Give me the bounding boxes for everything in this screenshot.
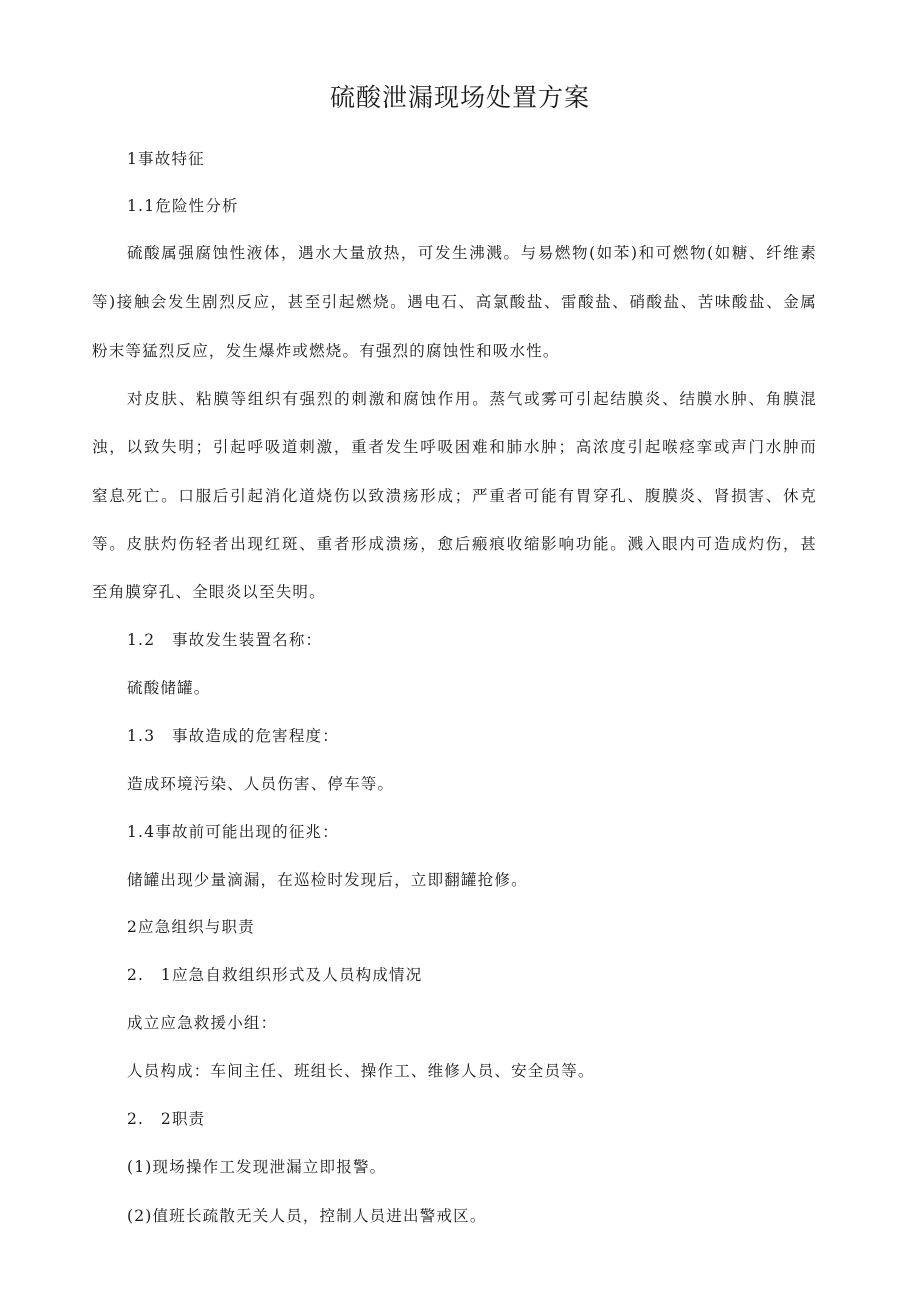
list-item: (1)现场操作工发现泄漏立即报警。 (127, 1158, 387, 1176)
paragraph-line: 造成环境污染、人员伤害、停车等。 (127, 775, 395, 793)
heading-hazard-degree: 1.3 事故造成的危害程度： (127, 727, 339, 745)
paragraph-line: 硫酸属强腐蚀性液体，遇水大量放热，可发生沸溅。与易燃物(如苯)和可燃物(如糖、纤维素 (127, 244, 817, 262)
paragraph-line: 至角膜穿孔、全眼炎以至失明。 (92, 583, 326, 601)
paragraph-line: 浊，以致失明；引起呼吸道刺激，重者发生呼吸困难和肺水肿；高浓度引起喉痉挛或声门水肿而 (92, 438, 817, 456)
paragraph-line: 等。皮肤灼伤轻者出现红斑、重者形成溃疡，愈后瘢痕收缩影响功能。溅入眼内可造成灼伤，甚 (92, 535, 817, 553)
heading-warning-signs: 1.4事故前可能出现的征兆： (127, 823, 339, 841)
heading-accident-features: 1事故特征 (127, 150, 205, 168)
heading-device-name: 1.2 事故发生装置名称： (127, 631, 323, 649)
paragraph-line: 成立应急救援小组： (127, 1014, 278, 1032)
paragraph-line: 窒息死亡。口服后引起消化道烧伤以致溃疡形成；严重者可能有胃穿孔、腹膜炎、肾损害、休克 (92, 487, 817, 505)
document-title: 硫酸泄漏现场处置方案 (329, 83, 590, 112)
paragraph-line: 对皮肤、粘膜等组织有强烈的刺激和腐蚀作用。蒸气或雾可引起结膜炎、结膜水肿、角膜混 (127, 390, 817, 408)
heading-hazard-analysis: 1.1危险性分析 (127, 197, 239, 215)
paragraph-line: 人员构成：车间主任、班组长、操作工、维修人员、安全员等。 (127, 1062, 595, 1080)
heading-duties: 2. 2职责 (127, 1110, 206, 1128)
paragraph-line: 等)接触会发生剧烈反应，甚至引起燃烧。遇电石、高氯酸盐、雷酸盐、硝酸盐、苦味酸盐、金属 (92, 293, 817, 311)
paragraph-line: 硫酸储罐。 (127, 679, 211, 697)
list-item: (2)值班长疏散无关人员，控制人员进出警戒区。 (127, 1207, 487, 1225)
heading-emergency-organization: 2应急组织与职责 (127, 918, 255, 936)
paragraph-line: 储罐出现少量滴漏，在巡检时发现后，立即翻罐抢修。 (127, 871, 528, 889)
paragraph-line: 粉末等猛烈反应，发生爆炸或燃烧。有强烈的腐蚀性和吸水性。 (92, 342, 560, 360)
heading-organization-form: 2. 1应急自救组织形式及人员构成情况 (127, 966, 423, 984)
